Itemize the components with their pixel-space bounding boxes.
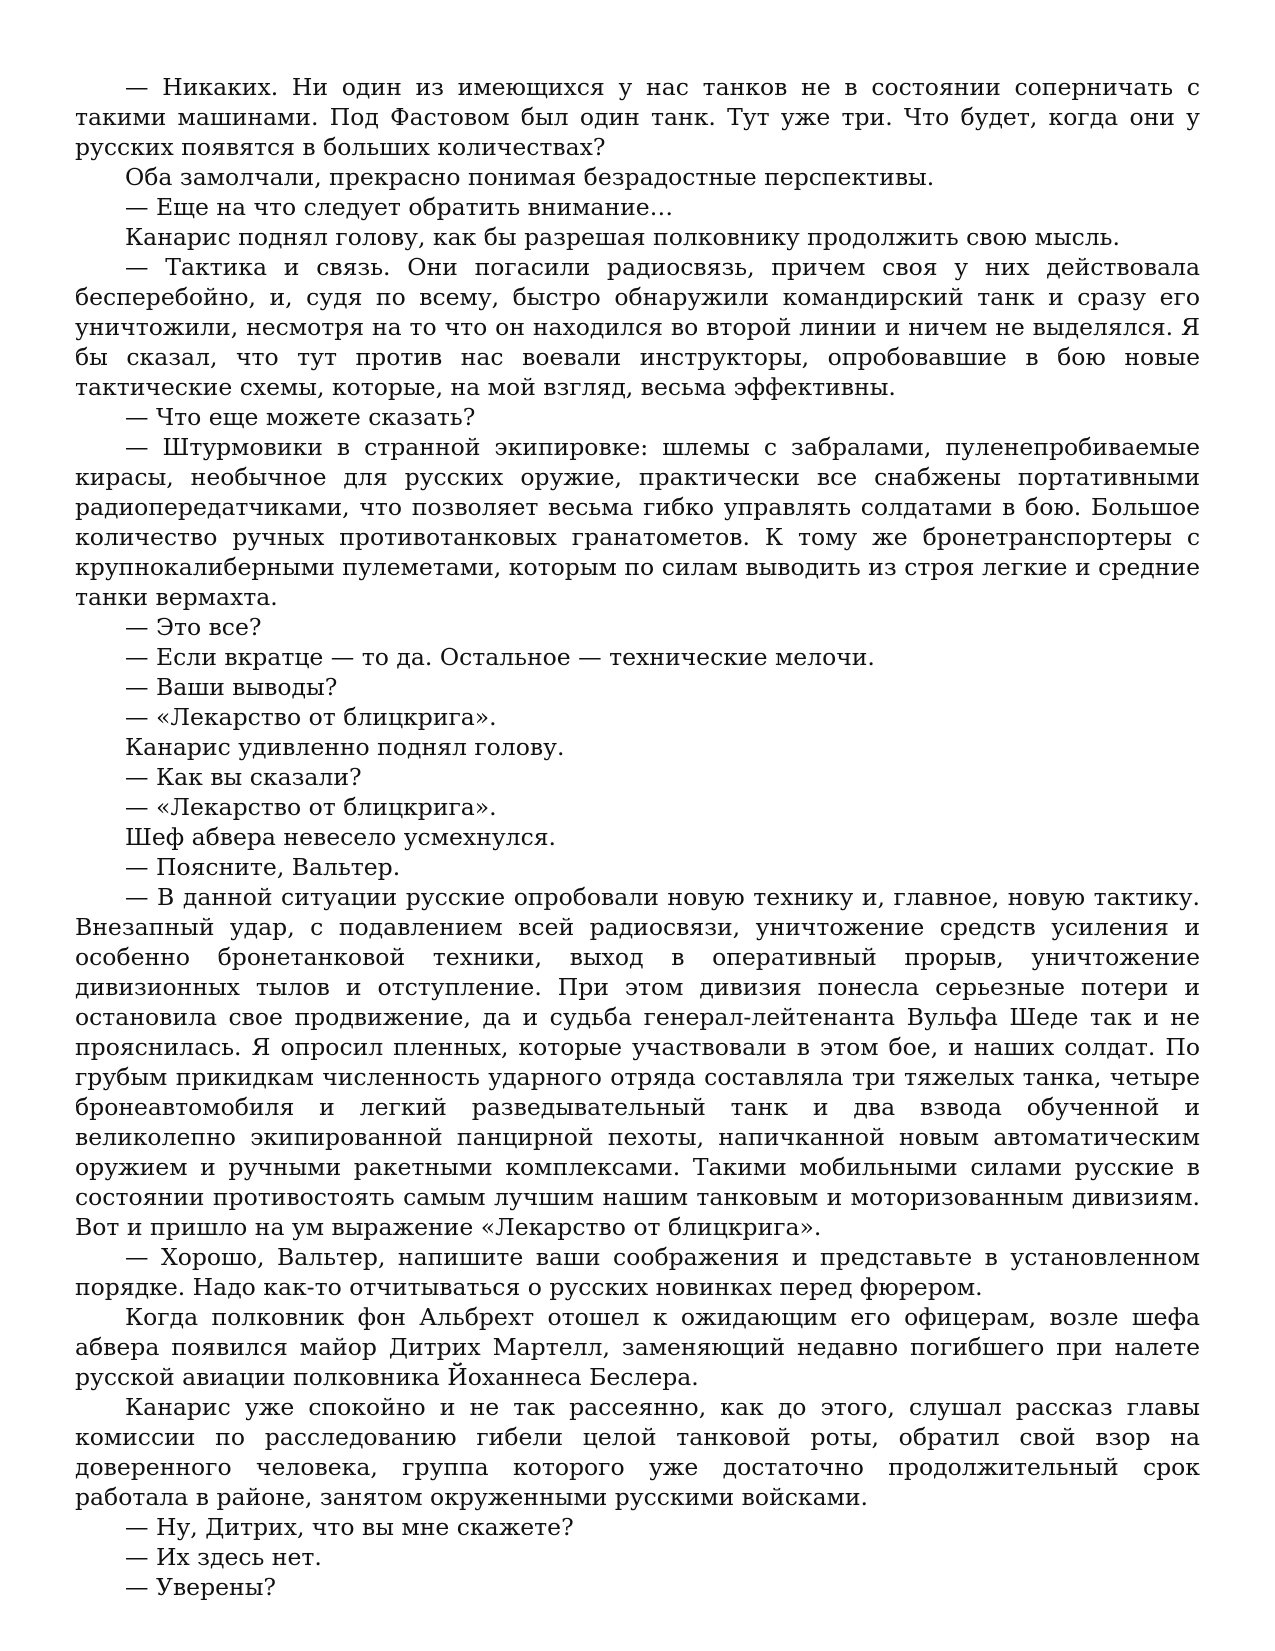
paragraph: — Что еще можете сказать? xyxy=(125,403,476,431)
paragraph: Канарис уже спокойно и не так рассеянно, как до этого, слушал рассказ главы комиссии по расследованию гибели целой танковой роты, обратил свой взор на доверенного человека, группа которого уже достаточно продолжительный срок работала в районе, занятом окруженными русскими войсками. xyxy=(75,1393,1200,1511)
paragraph: — Ваши выводы? xyxy=(125,673,338,701)
paragraph: Шеф абвера невесело усмехнулся. xyxy=(125,823,557,851)
document-page xyxy=(75,72,1200,1602)
paragraph: — Никаких. Ни один из имеющихся у нас танков не в состоянии соперничать с такими машинами. Под Фастовом был один танк. Тут уже три. Что будет, когда они у русских появятся в больших количествах? xyxy=(75,73,1200,161)
paragraph: — «Лекарство от блицкрига». xyxy=(125,703,497,731)
paragraph: — В данной ситуации русские опробовали новую технику и, главное, новую тактику. Внезапный удар, с подавлением всей радиосвязи, уничтожение средств усиления и особенно бронетанковой техники, выход в оперативный прорыв, уничтожение дивизионных тылов и отступление. При этом дивизия понесла серьезные потери и остановила свое продвижение, да и судьба генерал-лейтенанта Вульфа Шеде так и не прояснилась. Я опросил пленных, которые участвовали в этом бое, и наших солдат. По грубым прикидкам численность ударного отряда составляла три тяжелых танка, четыре бронеавтомобиля и легкий разведывательный танк и два взвода обученной и великолепно экипированной панцирной пехоты, напичканной новым автоматическим оружием и ручными ракетными комплексами. Такими мобильными силами русские в состоянии противостоять самым лучшим нашим танковым и моторизованным дивизиям. Вот и пришло на ум выражение «Лекарство от блицкрига». xyxy=(75,883,1200,1241)
paragraph: — Это все? xyxy=(125,613,262,641)
paragraph: — Как вы сказали? xyxy=(125,763,362,791)
paragraph: — Тактика и связь. Они погасили радиосвязь, причем своя у них действовала бесперебойно, и, судя по всему, быстро обнаружили командирский танк и сразу его уничтожили, несмотря на то что он находился во второй линии и ничем не выделялся. Я бы сказал, что тут против нас воевали инструкторы, опробовавшие в бою новые тактические схемы, которые, на мой взгляд, весьма эффективны. xyxy=(75,253,1200,401)
paragraph: — Штурмовики в странной экипировке: шлемы с забралами, пуленепробиваемые кирасы, необычное для русских оружие, практически все снабжены портативными радиопередатчиками, что позволяет весьма гибко управлять солдатами в бою. Большое количество ручных противотанковых гранатометов. К тому же бронетранспортеры с крупнокалиберными пулеметами, которым по силам выводить из строя легкие и средние танки вермахта. xyxy=(75,433,1200,611)
paragraph: — Если вкратце — то да. Остальное — технические мелочи. xyxy=(125,643,875,671)
paragraph: Когда полковник фон Альбрехт отошел к ожидающим его офицерам, возле шефа абвера появился майор Дитрих Мартелл, заменяющий недавно погибшего при налете русской авиации полковника Йоханнеса Беслера. xyxy=(75,1303,1200,1391)
paragraph: — Ну, Дитрих, что вы мне скажете? xyxy=(125,1513,574,1541)
paragraph: — Хорошо, Вальтер, напишите ваши соображения и представьте в установленном порядке. Надо как-то отчитываться о русских новинках перед фюрером. xyxy=(75,1243,1200,1301)
paragraph: — «Лекарство от блицкрига». xyxy=(125,793,497,821)
paragraph: — Уверены? xyxy=(125,1573,277,1601)
paragraph: — Поясните, Вальтер. xyxy=(125,853,401,881)
paragraph: — Еще на что следует обратить внимание… xyxy=(125,193,674,221)
paragraph: Канарис удивленно поднял голову. xyxy=(125,733,565,761)
paragraph: Оба замолчали, прекрасно понимая безрадостные перспективы. xyxy=(125,163,935,191)
paragraph: Канарис поднял голову, как бы разрешая полковнику продолжить свою мысль. xyxy=(125,223,1120,251)
paragraph: — Их здесь нет. xyxy=(125,1543,322,1571)
